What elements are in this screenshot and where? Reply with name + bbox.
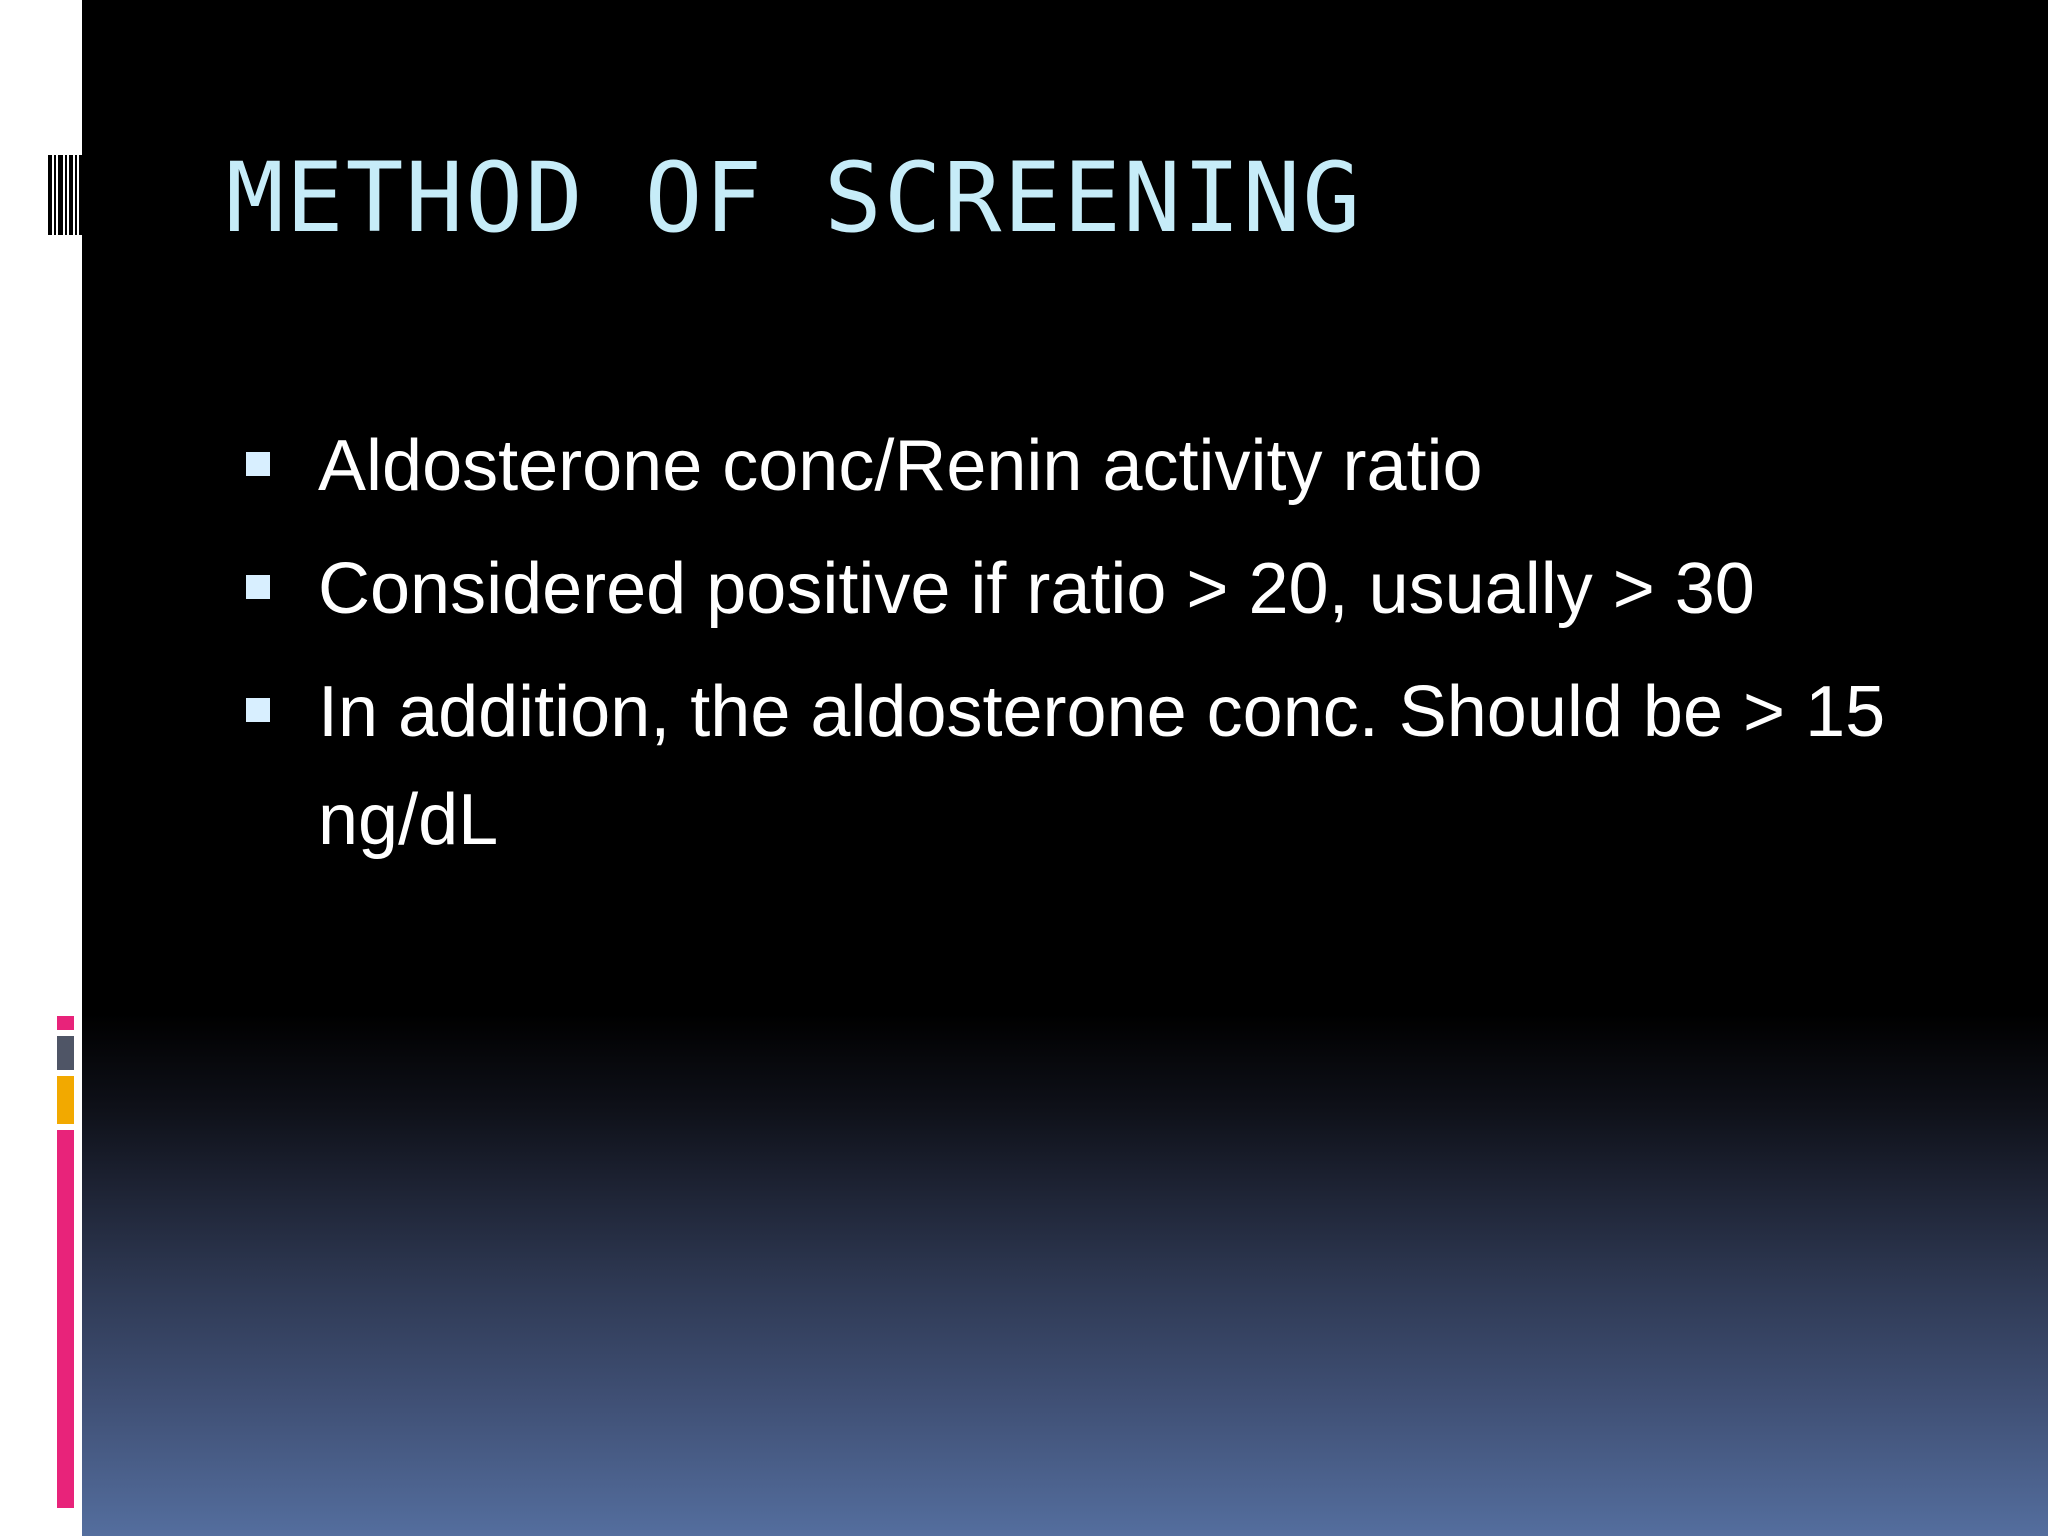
- bullet-text: In addition, the aldosterone conc. Should be > 15 ng/dL: [318, 672, 1886, 860]
- bullet-list: [246, 412, 1966, 889]
- square-bullet-icon: [246, 452, 270, 476]
- accent-bar-gray: [57, 1036, 74, 1070]
- accent-bar-pink-long: [57, 1130, 74, 1508]
- bullet-text: Aldosterone conc/Renin activity ratio: [318, 426, 1483, 506]
- bullet-item: [246, 412, 1966, 520]
- bullet-item: [246, 535, 1966, 643]
- accent-bar-pink-small: [57, 1016, 74, 1030]
- left-decorative-strip: [0, 0, 82, 1536]
- square-bullet-icon: [246, 698, 270, 722]
- barcode-decoration: [48, 155, 82, 235]
- bullet-item: [246, 658, 1966, 874]
- slide-title: METHOD OF SCREENING: [226, 142, 1363, 254]
- bullet-text: Considered positive if ratio > 20, usually > 30: [318, 549, 1755, 629]
- accent-bar-orange: [57, 1076, 74, 1124]
- square-bullet-icon: [246, 575, 270, 599]
